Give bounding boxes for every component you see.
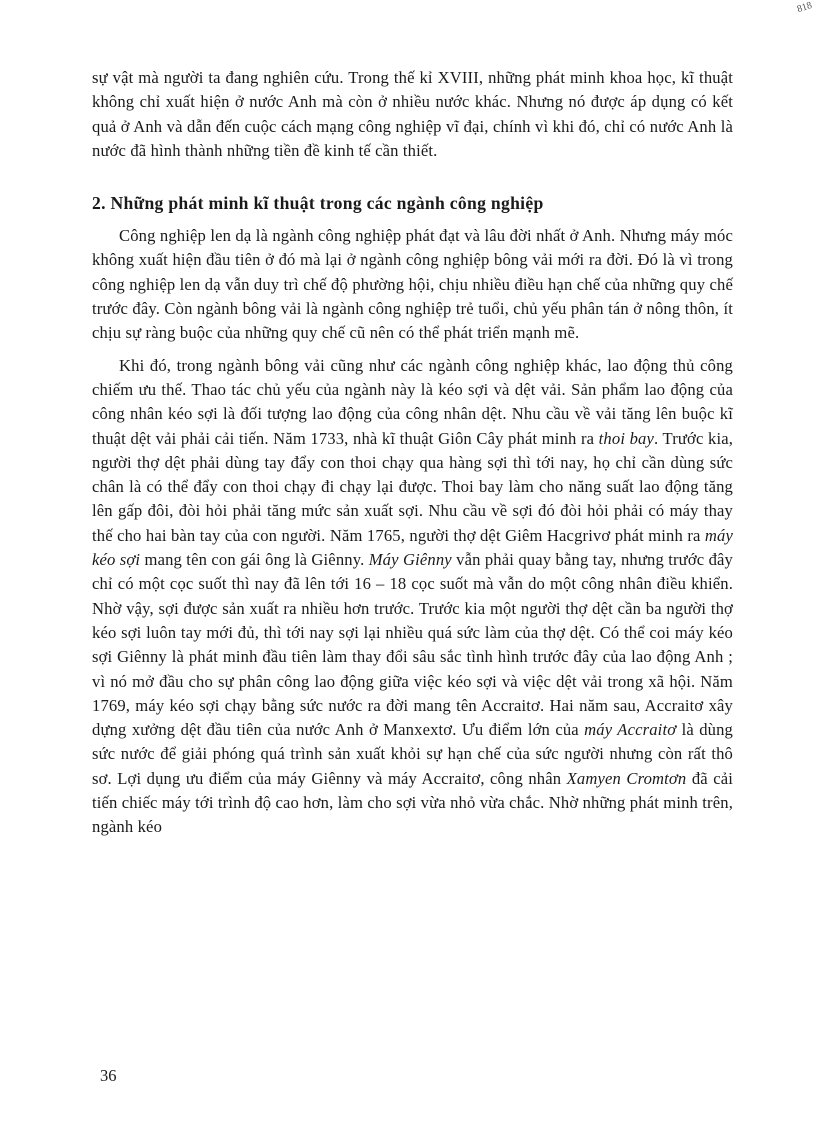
paragraph-wool-vs-cotton: Công nghiệp len dạ là ngành công nghiệp phát đạt và lâu đời nhất ở Anh. Nhưng máy móc không xuất hiện đầu tiên ở đó mà lại ở ngành công nghiệp bông vải mới ra đời. Đó là vì trong công nghiệp len dạ vẫn duy trì chế độ phường hội, chịu nhiều điều hạn chế của những quy chế trước đây. Còn ngành bông vải là ngành công nghiệp trẻ tuổi, chủ yếu phân tán ở nông thôn, ít chịu sự ràng buộc của những quy chế cũ nên có thể phát triển mạnh mẽ. <box>92 226 733 343</box>
paragraph-inventions <box>92 354 733 840</box>
term-may-keo-soi: máy kéo sợi <box>92 525 733 570</box>
corner-scan-mark: 818 <box>795 0 814 16</box>
term-xamyen-cromton: Xamyen Cromtơn <box>566 768 687 788</box>
intro-paragraph: sự vật mà người ta đang nghiên cứu. Trong thế kỉ XVIII, những phát minh khoa học, kĩ thuật không chỉ xuất hiện ở nước Anh mà còn ở nhiều nước khác. Nhưng nó được áp dụng có kết quả ở Anh và dẫn đến cuộc cách mạng công nghiệp vĩ đại, chính vì khi đó, chỉ có nước Anh là nước đã hình thành những tiền đề kinh tế cần thiết. <box>92 68 733 160</box>
text-segment: là dùng sức nước để giải phóng quá trình sản xuất khỏi sự hạn chế của sức người nhưng còn rất thô sơ. Lợi dụng ưu điểm của máy Giênny và máy Accraitơ, công nhân <box>92 720 733 788</box>
text-segment: đã cải tiến chiếc máy tới trình độ cao hơn, làm cho sợi vừa nhỏ vừa chắc. Nhờ những phát minh trên, ngành kéo <box>92 768 733 837</box>
page-number: 36 <box>100 1066 117 1085</box>
text-segment: vẫn phải quay bằng tay, nhưng trước đây chỉ có một cọc suốt thì nay đã lên tới 16 – 18 cọc suốt mà vẫn do một công nhân điều khiển. Nhờ vậy, sợi được sản xuất ra nhiều hơn trước. Trước kia một người thợ dệt cần ba người thợ kéo sợi luôn tay mới đủ, thì tới nay sợi lại nhiều quá sức làm của thợ dệt. Có thể coi máy kéo sợi Giênny là phát minh đầu tiên làm thay đổi sâu sắc tình hình trước đây của lao động Anh ; vì nó mở đầu cho sự phân công lao động giữa việc kéo sợi và việc dệt vải trong xã hội. Năm 1769, máy kéo sợi chạy bằng sức nước ra đời mang tên Accraitơ. Hai năm sau, Accraitơ xây dựng xưởng dệt đầu tiên của nước Anh ở Manxextơ. Ưu điểm lớn của <box>92 550 733 740</box>
term-may-accraito: máy Accraitơ <box>584 720 677 740</box>
term-thoi-bay: thoi bay <box>598 428 655 448</box>
page-body <box>92 66 733 848</box>
term-may-gienny: Máy Giênny <box>368 550 452 570</box>
text-segment: . Trước kia, người thợ dệt phải dùng tay đẩy con thoi chạy qua hàng sợi thì tới nay, họ chỉ cần dùng sức chân là có thể đẩy con thoi chạy đi chạy lại được. Thoi bay làm cho năng suất lao động tăng lên gấp đôi, đòi hỏi phải tăng mức sản xuất sợi. Nhu cầu về sợi đó đòi hỏi phải có máy thay thế cho hai bàn tay của con người. Năm 1765, người thợ dệt Giêm Hacgrivơ phát minh ra <box>92 428 734 545</box>
section-heading: 2. Những phát minh kĩ thuật trong các ngành công nghiệp <box>92 193 544 214</box>
text-segment: mang tên con gái ông là Giênny. <box>140 550 369 570</box>
text-segment: Khi đó, trong ngành bông vải cũng như các ngành công nghiệp khác, lao động thủ công chiếm ưu thế. Thao tác chủ yếu của ngành này là kéo sợi và dệt vải. Sản phẩm lao động của công nhân kéo sợi là đối tượng lao động của công nhân dệt. Nhu cầu về vải tăng lên buộc kĩ thuật dệt vải phải cải tiến. Năm 1733, nhà kĩ thuật Giôn Cây phát minh ra <box>92 355 733 448</box>
